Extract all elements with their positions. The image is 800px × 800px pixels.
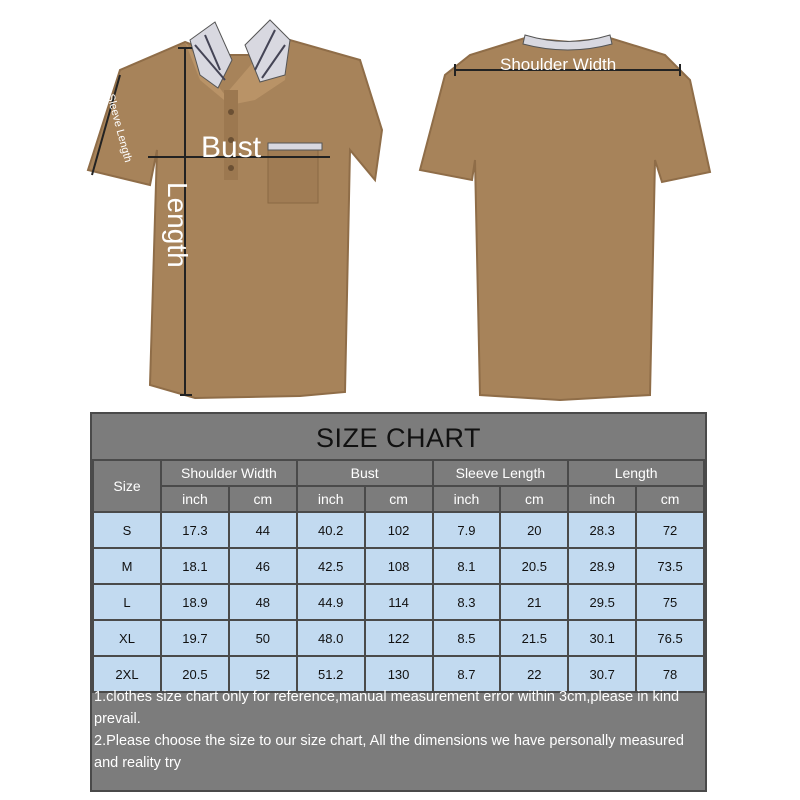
measurement-cell: 108 (365, 548, 433, 584)
measurement-cell: 7.9 (433, 512, 501, 548)
measurement-cell: 30.1 (568, 620, 636, 656)
measurement-cell: 73.5 (636, 548, 704, 584)
table-row (93, 512, 704, 548)
size-column-header: Size (93, 460, 161, 512)
measurement-cell: 46 (229, 548, 297, 584)
measurement-cell: 75 (636, 584, 704, 620)
column-group-header: Length (568, 460, 704, 486)
measurement-cell: 20.5 (161, 656, 229, 692)
measurement-cell: 8.5 (433, 620, 501, 656)
table-row (93, 620, 704, 656)
measurement-cell: 19.7 (161, 620, 229, 656)
measurement-cell: 48.0 (297, 620, 365, 656)
measurement-cell: 122 (365, 620, 433, 656)
chart-title: SIZE CHART (315, 423, 482, 453)
measurement-cell: 22 (500, 656, 568, 692)
measurement-cell: 78 (636, 656, 704, 692)
back-shirt (420, 35, 710, 400)
note-1: 1.clothes size chart only for reference,manual measurement error within 3cm,please in kind prevail. (94, 689, 680, 727)
measurement-cell: 21 (500, 584, 568, 620)
measurement-cell: 44 (229, 512, 297, 548)
size-notes (94, 686, 697, 774)
unit-header: inch (433, 486, 501, 512)
measurement-cell: 30.7 (568, 656, 636, 692)
measurement-cell: 21.5 (500, 620, 568, 656)
column-group-header: Sleeve Length (433, 460, 569, 486)
measurement-cell: 51.2 (297, 656, 365, 692)
measurement-cell: 52 (229, 656, 297, 692)
unit-header: inch (568, 486, 636, 512)
unit-header: cm (365, 486, 433, 512)
column-group-header: Bust (297, 460, 433, 486)
unit-header: inch (297, 486, 365, 512)
measurement-cell: 72 (636, 512, 704, 548)
measurement-cell: 8.1 (433, 548, 501, 584)
unit-header: inch (161, 486, 229, 512)
size-rows (93, 512, 704, 692)
sleeve-length-label: Sleeve Length (104, 92, 134, 164)
measurement-cell: 29.5 (568, 584, 636, 620)
measurement-cell: 28.9 (568, 548, 636, 584)
measurement-cell: 20.5 (500, 548, 568, 584)
size-cell: S (93, 512, 161, 548)
measurement-cell: 8.7 (433, 656, 501, 692)
measurement-cell: 42.5 (297, 548, 365, 584)
unit-header: cm (229, 486, 297, 512)
measurement-cell: 8.3 (433, 584, 501, 620)
measurement-cell: 102 (365, 512, 433, 548)
length-label: Length (162, 182, 193, 268)
measurement-cell: 28.3 (568, 512, 636, 548)
size-table (92, 459, 705, 693)
measurement-cell: 40.2 (297, 512, 365, 548)
measurement-cell: 44.9 (297, 584, 365, 620)
measurement-cell: 130 (365, 656, 433, 692)
measurement-cell: 18.9 (161, 584, 229, 620)
shoulder-width-label: Shoulder Width (500, 55, 617, 74)
size-cell: L (93, 584, 161, 620)
table-row (93, 548, 704, 584)
size-cell: XL (93, 620, 161, 656)
note-2: 2.Please choose the size to our size chart, All the dimensions we have personally measured and reality try (94, 733, 684, 771)
measurement-cell: 76.5 (636, 620, 704, 656)
measurement-cell: 114 (365, 584, 433, 620)
unit-header: cm (636, 486, 704, 512)
unit-header: cm (500, 486, 568, 512)
measurement-cell: 48 (229, 584, 297, 620)
size-cell: M (93, 548, 161, 584)
measurement-cell: 18.1 (161, 548, 229, 584)
measurement-cell: 20 (500, 512, 568, 548)
size-cell: 2XL (93, 656, 161, 692)
column-group-header: Shoulder Width (161, 460, 297, 486)
measurement-cell: 17.3 (161, 512, 229, 548)
measurement-cell: 50 (229, 620, 297, 656)
table-row (93, 584, 704, 620)
front-shirt (88, 20, 382, 398)
bust-label: Bust (201, 131, 262, 164)
size-chart (90, 412, 707, 792)
